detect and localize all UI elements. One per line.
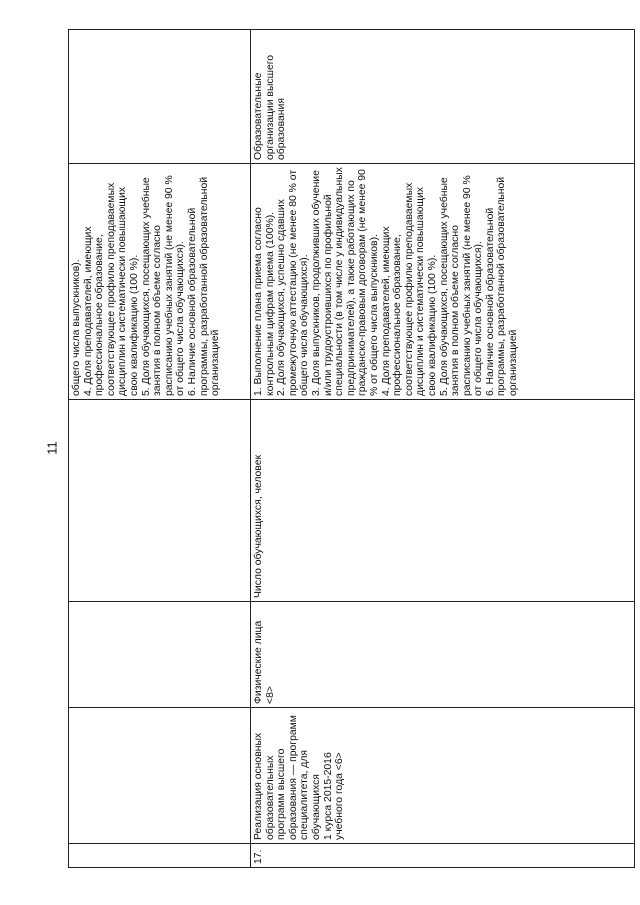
cell-number: 17. <box>251 844 635 868</box>
table-row <box>251 30 635 868</box>
table-row <box>69 30 251 868</box>
cell-consumer <box>69 602 251 708</box>
cell-provider: Образовательные организации высшего образования <box>251 30 635 164</box>
cell-service: Реализация основных образовательных программ высшего образования — программ специалитета, для обучающихся 1 курса 2015-2016 учебного года <6> <box>251 708 635 844</box>
page-number: 11 <box>44 441 60 455</box>
cell-consumer: Физические лица <8> <box>251 602 635 708</box>
cell-indicator: Число обучающихся, человек <box>251 400 635 602</box>
cell-provider <box>69 30 251 164</box>
cell-quality: общего числа выпускников). 4. Доля преподавателей, имеющих профессиональное образование, соответствующее профилю преподаваемых дисциплин и систематически повышающих свою квалификацию (100 %). 5. Доля обучающихся, посещающих учебные занятия в полном объеме согласно расписанию учебных занятий (не менее 90 % от общего числа обучающихся). 6. Наличие основной образовательной программы, разработанной образовательной организацией <box>69 164 251 400</box>
cell-indicator <box>69 400 251 602</box>
cell-quality: 1. Выполнение плана приема согласно контрольным цифрам приема (100%). 2. Доля обучающихся, успешно сдавших промежуточную аттестацию (не менее 80 % от общего числа обучающихся). 3. Доля выпускников, продолживших обучение и/или трудоустроившихся по профильной специальности (в том числе у индивидуальных предпринимателей), а также работающих по гражданско-правовым договорам (не менее 90 % от общего числа выпускников). 4. Доля преподавателей, имеющих профессиональное образование, соответствующее профилю преподаваемых дисциплин и систематически повышающих свою квалификацию (100 %). 5. Доля обучающихся, посещающих учебные занятия в полном объеме согласно расписанию учебных занятий (не менее 90 % от общего числа обучающихся). 6. Наличие основной образовательной программы, разработанной образовательной организацией <box>251 164 635 400</box>
cell-number <box>69 844 251 868</box>
cell-service <box>69 708 251 844</box>
rotated-table-wrapper <box>68 30 634 868</box>
services-table <box>68 29 635 868</box>
